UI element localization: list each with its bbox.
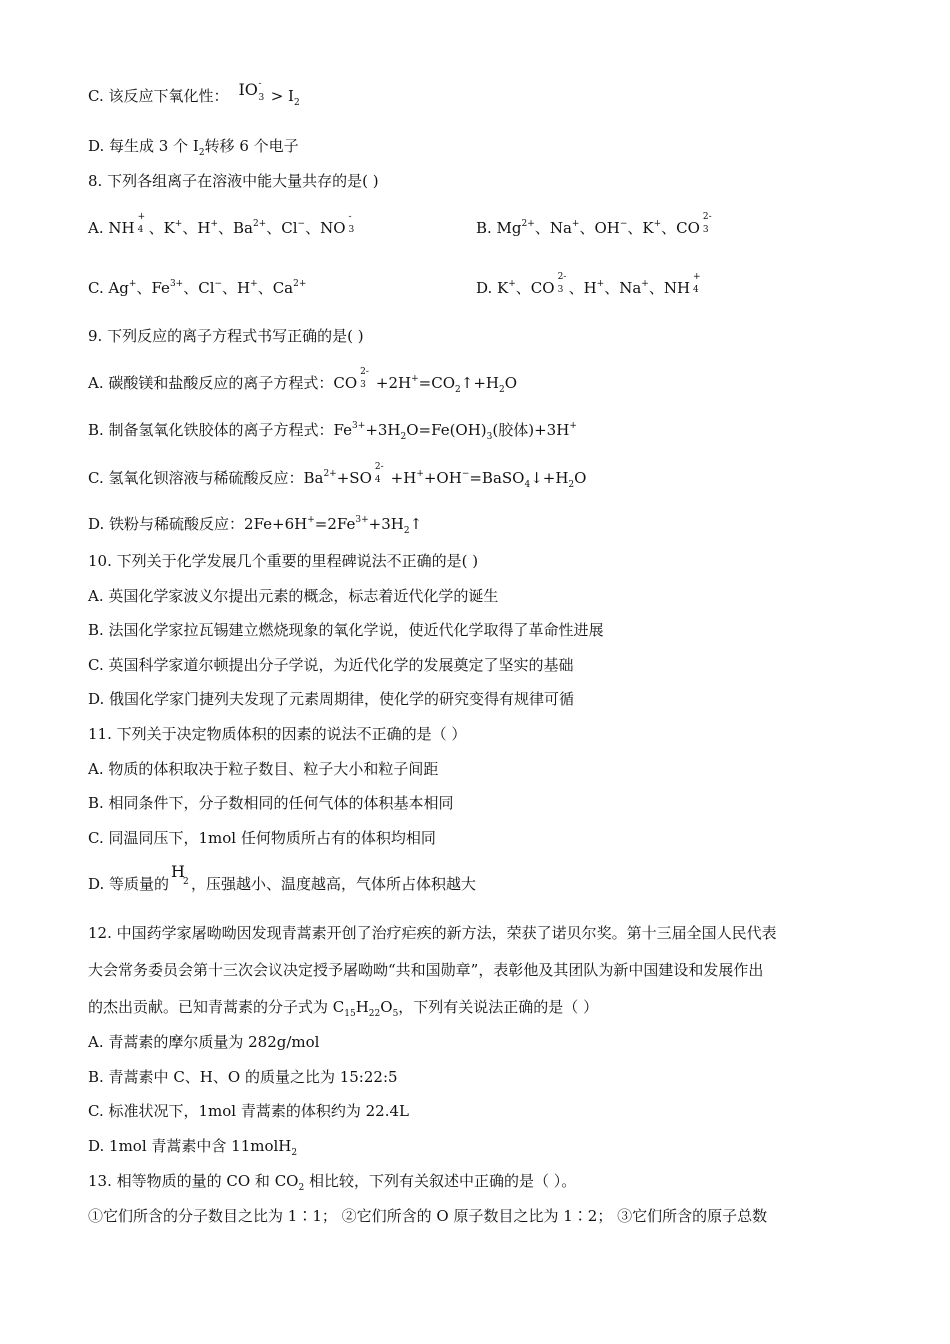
q10-stem: 10. 下列关于化学发展几个重要的里程碑说法不正确的是( ) [88,552,479,570]
q13-stem: 13. 相等物质的量的 CO 和 $CO_2$ 相比较，下列有关叙述中正确的是（ ）。 [88,1172,577,1193]
q10-option-b: B. 法国化学家拉瓦锡建立燃烧现象的氧化学说，使近代化学取得了革命性进展 [88,621,604,639]
q11-option-d: D. 等质量的 H 2 ，压强越小、温度越高，气体所占体积越大 [88,862,477,893]
q13-statements: ①它们所含的分子数目之比为 1∶1； ②它们所含的 O 原子数目之比为 1∶2； ③它们所含的原子总数 [88,1207,768,1225]
q9-option-c: C. 氢氧化钡溶液与稀硫酸反应：$Ba^{2+}+SO$ 2- 4 $+H^++OH^-=BaSO_4↓+H_2O$ [88,462,587,490]
q11-option-b: B. 相同条件下，分子数相同的任何气体的体积基本相同 [88,794,454,812]
q10-option-a: A. 英国化学家波义尔提出元素的概念，标志着近代化学的诞生 [88,587,499,605]
q12-stem-line-2: 大会常务委员会第十三次会议决定授予屠呦呦“共和国勋章”，表彰他及其团队为新中国建设和发展作出 [88,961,764,979]
q8-option-c: C. Ag+、$Fe^{3+}$、Cl−、H+、$Ca^{2+}$ [88,279,307,297]
q10-option-c: C. 英国科学家道尔顿提出分子学说，为近代化学的发展奠定了坚实的基础 [88,656,574,674]
q9-option-d: D. 铁粉与稀硫酸反应：$2Fe+6H^+=2Fe^{3+}+3H_2↑$ [88,515,423,536]
q8-option-d: D. K+、CO 2- 3 、H+、Na+、NH + 4 [476,272,701,297]
q7-option-d: D. 每生成 3 个 $I_2$转移 6 个电子 [88,137,299,158]
q7-option-c: C. 该反应下氧化性： IO - 3 > $I_2$ [88,79,300,108]
q10-option-d: D. 俄国化学家门捷列夫发现了元素周期律，使化学的研究变得有规律可循 [88,690,575,708]
q11-option-c: C. 同温同压下，1mol 任何物质所占有的体积均相同 [88,829,436,847]
q8-option-b: B. $Mg^{2+}$、Na+、OH−、K+、CO 2- 3 [476,212,712,237]
q8-option-a: A. NH + 4 、K+、H+、$Ba^{2+}$、Cl−、NO - 3 [88,212,355,237]
q11-option-a: A. 物质的体积取决于粒子数目、粒子大小和粒子间距 [88,760,439,778]
q12-option-b: B. 青蒿素中 C、H、O 的质量之比为 15:22:5 [88,1068,398,1086]
q9-stem: 9. 下列反应的离子方程式书写正确的是( ) [88,327,364,345]
q12-option-c: C. 标准状况下，1mol 青蒿素的体积约为 22.4L [88,1102,409,1120]
q11-stem: 11. 下列关于决定物质体积的因素的说法不正确的是（ ） [88,725,467,743]
q12-stem-line-1: 12. 中国药学家屠呦呦因发现青蒿素开创了治疗疟疾的新方法，荣获了诺贝尔奖。第十三届全国人民代表 [88,924,777,942]
q9-option-a: A. 碳酸镁和盐酸反应的离子方程式：CO 2- 3 $+2H^+=CO_2↑+H_2O$ [88,367,518,395]
q9-option-b: B. 制备氢氧化铁胶体的离子方程式：$Fe^{3+}+3H_2O=Fe(OH)_3$(胶体)+3H+ [88,421,577,442]
q8-stem: 8. 下列各组离子在溶液中能大量共存的是( ) [88,172,379,190]
q12-stem-line-3: 的杰出贡献。已知青蒿素的分子式为 $C_{15}H_{22}O_5$，下列有关说法正确的是（ ） [88,998,599,1019]
q12-option-d: D. 1mol 青蒿素中含 11molH$_2$ [88,1137,298,1158]
q12-option-a: A. 青蒿素的摩尔质量为 282g/mol [88,1033,320,1051]
